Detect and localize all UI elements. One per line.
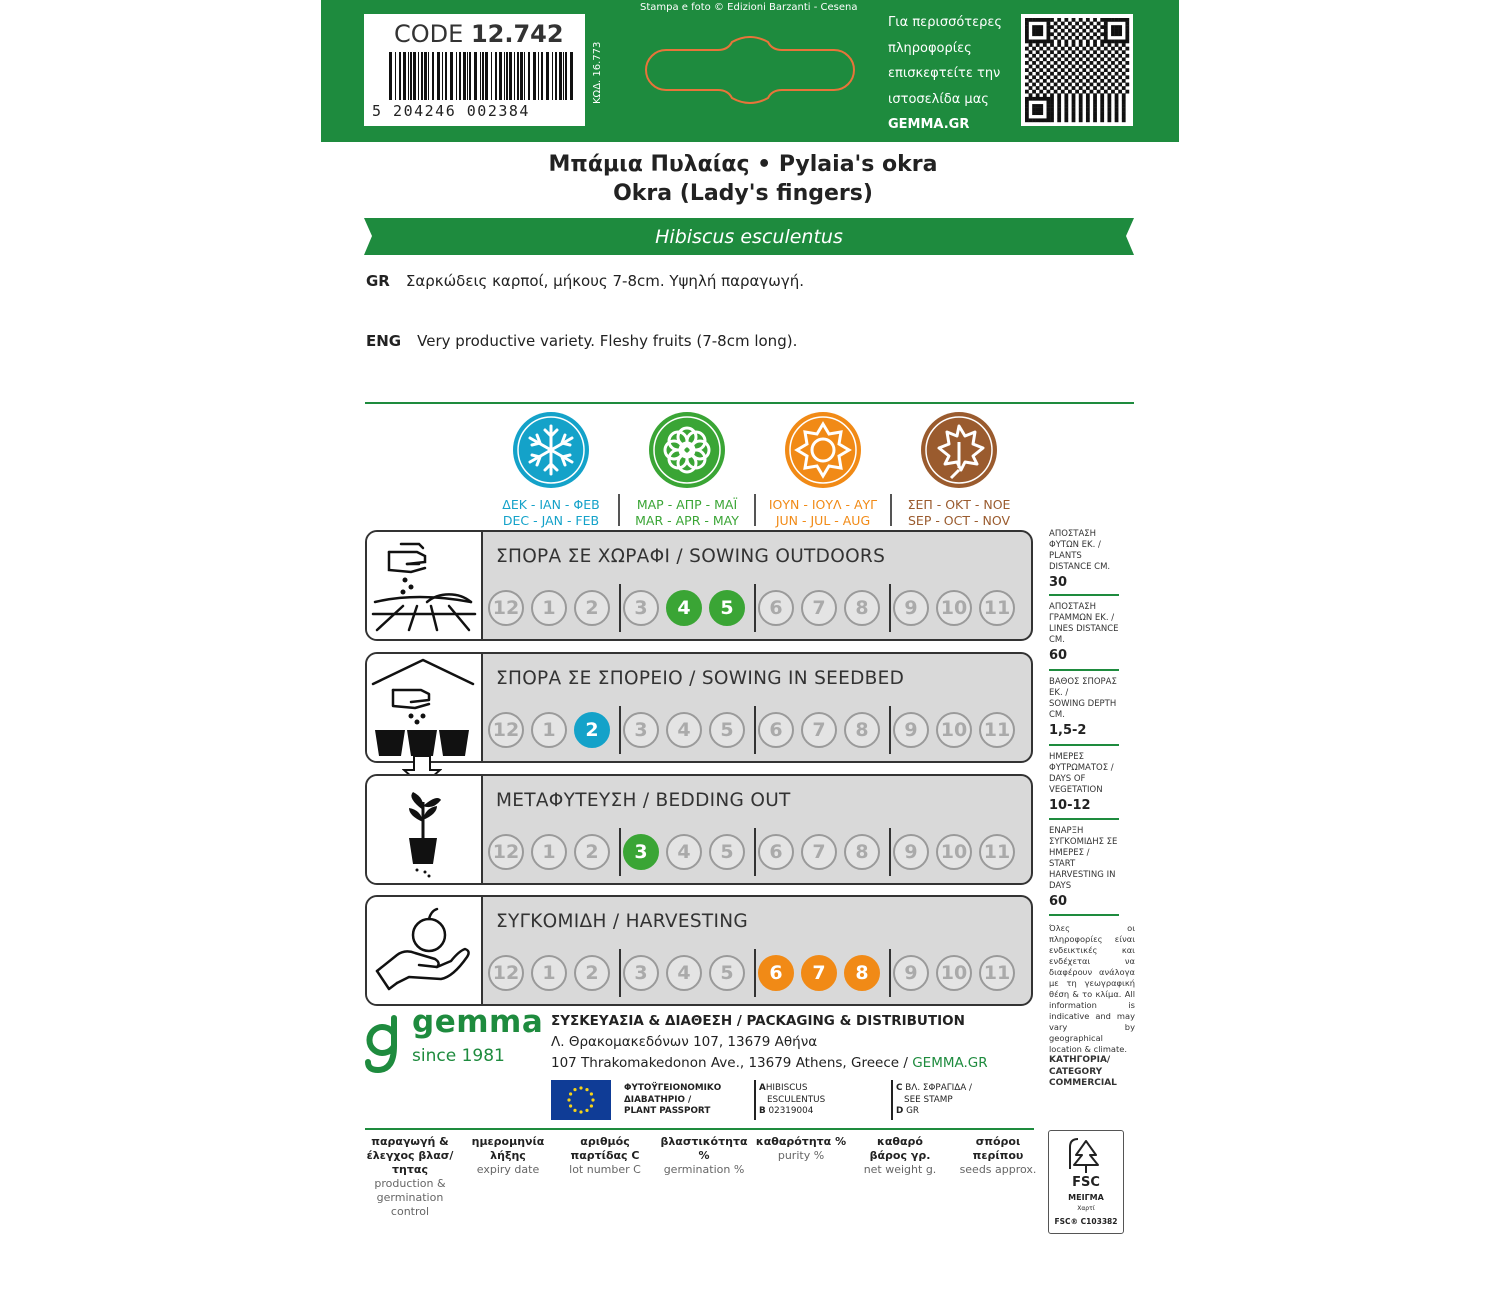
kod-code: ΚΩΔ. 16.773 [592, 41, 603, 104]
activity-title: ΣΥΓΚΟΜΙΔΗ / HARVESTING [496, 911, 748, 932]
season-label-gr: ΜΑΡ - ΑΠΡ - ΜΑΪ [636, 497, 738, 512]
side-label: DAYS OF VEGETATION [1049, 774, 1103, 795]
print-credit: Stampa e foto © Edizioni Barzanti - Cesena [640, 2, 858, 13]
season-autumn [891, 412, 1027, 529]
quarter-divider [889, 706, 891, 754]
month-6: 6 [758, 834, 794, 870]
quarter-divider [754, 828, 756, 876]
col-label-en: net weight g. [863, 1163, 937, 1176]
quarter-divider [754, 949, 756, 997]
activity-bedding-out [365, 774, 1033, 885]
address-gr: Λ. Θρακομακεδόνων 107, 13679 Αθήνα [551, 1034, 818, 1050]
side-value: 10-12 [1049, 798, 1091, 813]
side-start-harvesting [1049, 826, 1121, 910]
month-grid [488, 834, 1028, 874]
col-label-en: lot number C [569, 1163, 641, 1176]
address-en-text: 107 Thrakomakedonon Ave., 13679 Athens, Greece / [551, 1055, 908, 1071]
quarter-divider [619, 828, 621, 876]
visit-line: πληροφορίες [888, 40, 972, 56]
passport-c: SEE STAMP [904, 1094, 953, 1105]
quarter-divider [754, 584, 756, 632]
quarter-divider [619, 706, 621, 754]
lang-code: ENG [366, 332, 402, 350]
quarter-divider [889, 828, 891, 876]
month-9: 9 [893, 590, 929, 626]
side-label: PLANTS DISTANCE CM. [1049, 551, 1111, 572]
activity-sowing-outdoors [365, 530, 1033, 641]
col-label-gr: καθαρότητα % [755, 1135, 847, 1148]
description-en [366, 331, 797, 350]
description-text: Very productive variety. Fleshy fruits (7-8cm long). [417, 332, 798, 350]
side-value: 30 [1049, 575, 1068, 590]
description-text: Σαρκώδεις καρποί, μήκους 7-8cm. Υψηλή παραγωγή. [405, 272, 805, 290]
col-label-gr: σπόροι περίπου [972, 1135, 1024, 1162]
seedbed-icon [367, 654, 483, 761]
month-10: 10 [936, 955, 972, 991]
month-9: 9 [893, 712, 929, 748]
season-label-en: JUN - JUL - AUG [775, 513, 871, 528]
month-5: 5 [709, 834, 745, 870]
snowflake-icon [513, 412, 589, 488]
product-code: CODE 12.742 [394, 20, 564, 48]
col-label-gr: καθαρό βάρος γρ. [869, 1135, 931, 1162]
side-label: ΑΠΟΣΤΑΣΗ ΦΥΤΩΝ ΕΚ. / [1049, 529, 1101, 550]
side-label: LINES DISTANCE CM. [1049, 624, 1119, 645]
side-label: ΗΜΕΡΕΣ ΦΥΤΡΩΜΑΤΟΣ / [1049, 752, 1114, 773]
fsc-paper: Χαρτί [1077, 1205, 1095, 1212]
month-1: 1 [531, 955, 567, 991]
month-9: 9 [893, 834, 929, 870]
month-grid [488, 712, 1028, 752]
leaf-icon [921, 412, 997, 488]
side-lines-distance [1049, 602, 1121, 664]
month-4: 4 [666, 712, 702, 748]
quarter-divider [619, 949, 621, 997]
month-4: 4 [666, 590, 702, 626]
col-production [365, 1135, 455, 1219]
side-category: ΚΑΤΗΓΟΡΙΑ/ CATEGORY COMMERCIAL [1049, 1055, 1117, 1088]
month-2: 2 [574, 590, 610, 626]
sun-icon [785, 412, 861, 488]
month-grid [488, 590, 1028, 630]
month-8: 8 [844, 590, 880, 626]
side-label: ΑΠΟΣΤΑΣΗ ΓΡΑΜΜΩΝ ΕΚ. / [1049, 602, 1115, 623]
side-label: SOWING DEPTH CM. [1049, 699, 1117, 720]
fsc-code: FSC® C103382 [1054, 1217, 1118, 1226]
activity-sowing-seedbed [365, 652, 1033, 763]
col-purity [755, 1135, 847, 1163]
divider [1049, 914, 1119, 916]
month-5: 5 [709, 590, 745, 626]
col-label-en: seeds approx. [959, 1163, 1037, 1176]
month-4: 4 [666, 955, 702, 991]
col-label-gr: ημερομηνία λήξης [471, 1135, 545, 1162]
month-12: 12 [488, 590, 524, 626]
side-sowing-depth [1049, 677, 1121, 739]
visit-line: επισκεφτείτε την [888, 66, 1001, 81]
col-label-en: germination % [663, 1163, 745, 1176]
season-summer [755, 412, 891, 529]
passport-c: ΒΛ. ΣΦΡΑΓΙΔΑ / [905, 1083, 973, 1093]
lang-code: GR [366, 272, 390, 290]
eu-flag-icon [551, 1080, 611, 1120]
season-label-gr: ΙΟΥΝ - ΙΟΥΛ - ΑΥΓ [768, 497, 878, 512]
month-11: 11 [979, 712, 1015, 748]
visit-info [888, 10, 1016, 138]
website-link[interactable]: GEMMA.GR [888, 117, 970, 132]
flower-icon [649, 412, 725, 488]
brand-since: since 1981 [412, 1046, 505, 1066]
divider [1049, 744, 1119, 746]
product-subtitle: Okra (Lady's fingers) [613, 181, 873, 206]
qr-code-icon[interactable] [1021, 14, 1133, 126]
passport-cd: C ΒΛ. ΣΦΡΑΓΙΔΑ / SEE STAMP D GR [896, 1083, 973, 1116]
divider [1049, 594, 1119, 596]
col-label-gr: παραγωγή & έλεγχος βλασ/τητας [366, 1135, 454, 1176]
address-en [551, 1055, 988, 1071]
activity-title: ΣΠΟΡΑ ΣΕ ΧΩΡΑΦΙ / SOWING OUTDOORS [496, 546, 886, 567]
quarter-divider [619, 584, 621, 632]
month-2: 2 [574, 712, 610, 748]
fsc-logo-text: FSC [1072, 1175, 1100, 1190]
season-label-en: SEP - OCT - NOV [907, 513, 1010, 528]
side-label: ΒΑΘΟΣ ΣΠΟΡΑΣ ΕΚ. / [1049, 677, 1117, 698]
gemma-logo-icon [364, 1012, 404, 1074]
packaging-title: ΣΥΣΚΕΥΑΣΙΑ & ΔΙΑΘΕΣΗ / PACKAGING & DISTRIBUTION [551, 1013, 965, 1029]
month-7: 7 [801, 834, 837, 870]
month-3: 3 [623, 590, 659, 626]
fsc-badge [1048, 1130, 1124, 1234]
side-note: Όλες οι πληροφορίες είναι ενδεικτικές και ενδέχεται να διαφέρουν ανάλογα με τη γεωγραφική θέση & το κλίμα. All information is indicative and may vary by geographical location & climate. [1049, 923, 1135, 1054]
col-label-en: expiry date [476, 1163, 540, 1176]
description-gr [366, 271, 804, 290]
col-label-gr: αριθμός παρτίδας C [570, 1135, 640, 1162]
month-7: 7 [801, 712, 837, 748]
product-title: Μπάμια Πυλαίας • Pylaia's okra [548, 152, 938, 177]
col-germination [656, 1135, 752, 1177]
side-plants-distance [1049, 529, 1121, 591]
side-label: START HARVESTING IN DAYS [1049, 859, 1116, 891]
harvest-hand-icon [367, 897, 483, 1004]
season-label-gr: ΣΕΠ - ΟΚΤ - ΝΟΕ [907, 497, 1011, 512]
month-2: 2 [574, 834, 610, 870]
visit-line: Για περισσότερες [888, 15, 1003, 30]
month-3: 3 [623, 955, 659, 991]
side-value: 60 [1049, 648, 1068, 663]
passport-b: 02319004 [768, 1106, 814, 1116]
passport-d: GR [906, 1106, 920, 1116]
passport-a: HIBISCUS [765, 1083, 808, 1093]
col-label-en: purity % [777, 1149, 825, 1162]
season-winter [483, 412, 619, 529]
side-value: 1,5-2 [1049, 723, 1087, 738]
plant-passport [624, 1083, 721, 1118]
website-link[interactable]: GEMMA.GR [912, 1055, 988, 1071]
fsc-tree-icon [1066, 1135, 1106, 1175]
col-net-weight [858, 1135, 942, 1177]
side-label: ΕΝΑΡΞΗ ΣΥΓΚΟΜΙΔΗΣ ΣΕ ΗΜΕΡΕΣ / [1049, 826, 1118, 858]
month-8: 8 [844, 834, 880, 870]
season-spring [619, 412, 755, 529]
month-5: 5 [709, 955, 745, 991]
month-4: 4 [666, 834, 702, 870]
quarter-divider [754, 706, 756, 754]
month-11: 11 [979, 834, 1015, 870]
side-value: 60 [1049, 894, 1068, 909]
side-days-vegetation [1049, 752, 1121, 814]
divider [754, 1080, 756, 1120]
month-3: 3 [623, 834, 659, 870]
col-expiry [466, 1135, 550, 1177]
passport-ab: AHIBISCUS ESCULENTUS B 02319004 [759, 1083, 826, 1116]
passport-line: PLANT PASSPORT [624, 1106, 711, 1116]
month-8: 8 [844, 712, 880, 748]
month-1: 1 [531, 590, 567, 626]
month-1: 1 [531, 712, 567, 748]
month-11: 11 [979, 590, 1015, 626]
passport-a: ESCULENTUS [767, 1094, 826, 1105]
latin-name: Hibiscus esculentus [655, 226, 843, 248]
month-12: 12 [488, 955, 524, 991]
activity-title: ΣΠΟΡΑ ΣΕ ΣΠΟΡΕΙΟ / SOWING IN SEEDBED [496, 668, 905, 689]
fsc-mix: ΜΕΙΓΜΑ [1068, 1193, 1104, 1202]
quarter-divider [889, 584, 891, 632]
month-9: 9 [893, 955, 929, 991]
seedling-icon [367, 776, 483, 883]
passport-line: ΔΙΑΒΑΤΗΡΙΟ / [624, 1094, 692, 1105]
sowing-outdoors-icon [367, 532, 483, 639]
month-7: 7 [801, 590, 837, 626]
col-lot [562, 1135, 648, 1177]
month-1: 1 [531, 834, 567, 870]
month-6: 6 [758, 712, 794, 748]
month-5: 5 [709, 712, 745, 748]
month-2: 2 [574, 955, 610, 991]
season-label-en: DEC - JAN - FEB [502, 513, 600, 528]
hanger-hole-icon [636, 36, 864, 106]
month-grid [488, 955, 1028, 995]
divider [1049, 669, 1119, 671]
month-12: 12 [488, 712, 524, 748]
brand-name: gemma [412, 1004, 544, 1040]
month-11: 11 [979, 955, 1015, 991]
activity-harvesting [365, 895, 1033, 1006]
divider [365, 1128, 1034, 1130]
month-10: 10 [936, 712, 972, 748]
month-8: 8 [844, 955, 880, 991]
month-12: 12 [488, 834, 524, 870]
season-label-en: MAR - APR - MAY [635, 513, 739, 528]
month-10: 10 [936, 590, 972, 626]
code-box [364, 14, 585, 126]
activity-title: ΜΕΤΑΦΥΤΕΥΣΗ / BEDDING OUT [496, 790, 791, 811]
col-label-gr: βλαστικότητα % [660, 1135, 748, 1162]
passport-line: ΦΥΤΟΫΓΕΙΟΝΟΜΙΚΟ [624, 1083, 722, 1093]
divider [365, 402, 1134, 404]
divider [1049, 818, 1119, 820]
divider [891, 1080, 893, 1120]
month-6: 6 [758, 955, 794, 991]
season-label-gr: ΔΕΚ - ΙΑΝ - ΦΕΒ [502, 497, 600, 512]
month-6: 6 [758, 590, 794, 626]
barcode-number: 5 204246 002384 [372, 102, 530, 120]
month-7: 7 [801, 955, 837, 991]
col-seeds [955, 1135, 1041, 1177]
quarter-divider [889, 949, 891, 997]
month-10: 10 [936, 834, 972, 870]
month-3: 3 [623, 712, 659, 748]
col-label-en: production & germination control [374, 1177, 446, 1218]
visit-line: ιστοσελίδα μας [888, 91, 989, 107]
